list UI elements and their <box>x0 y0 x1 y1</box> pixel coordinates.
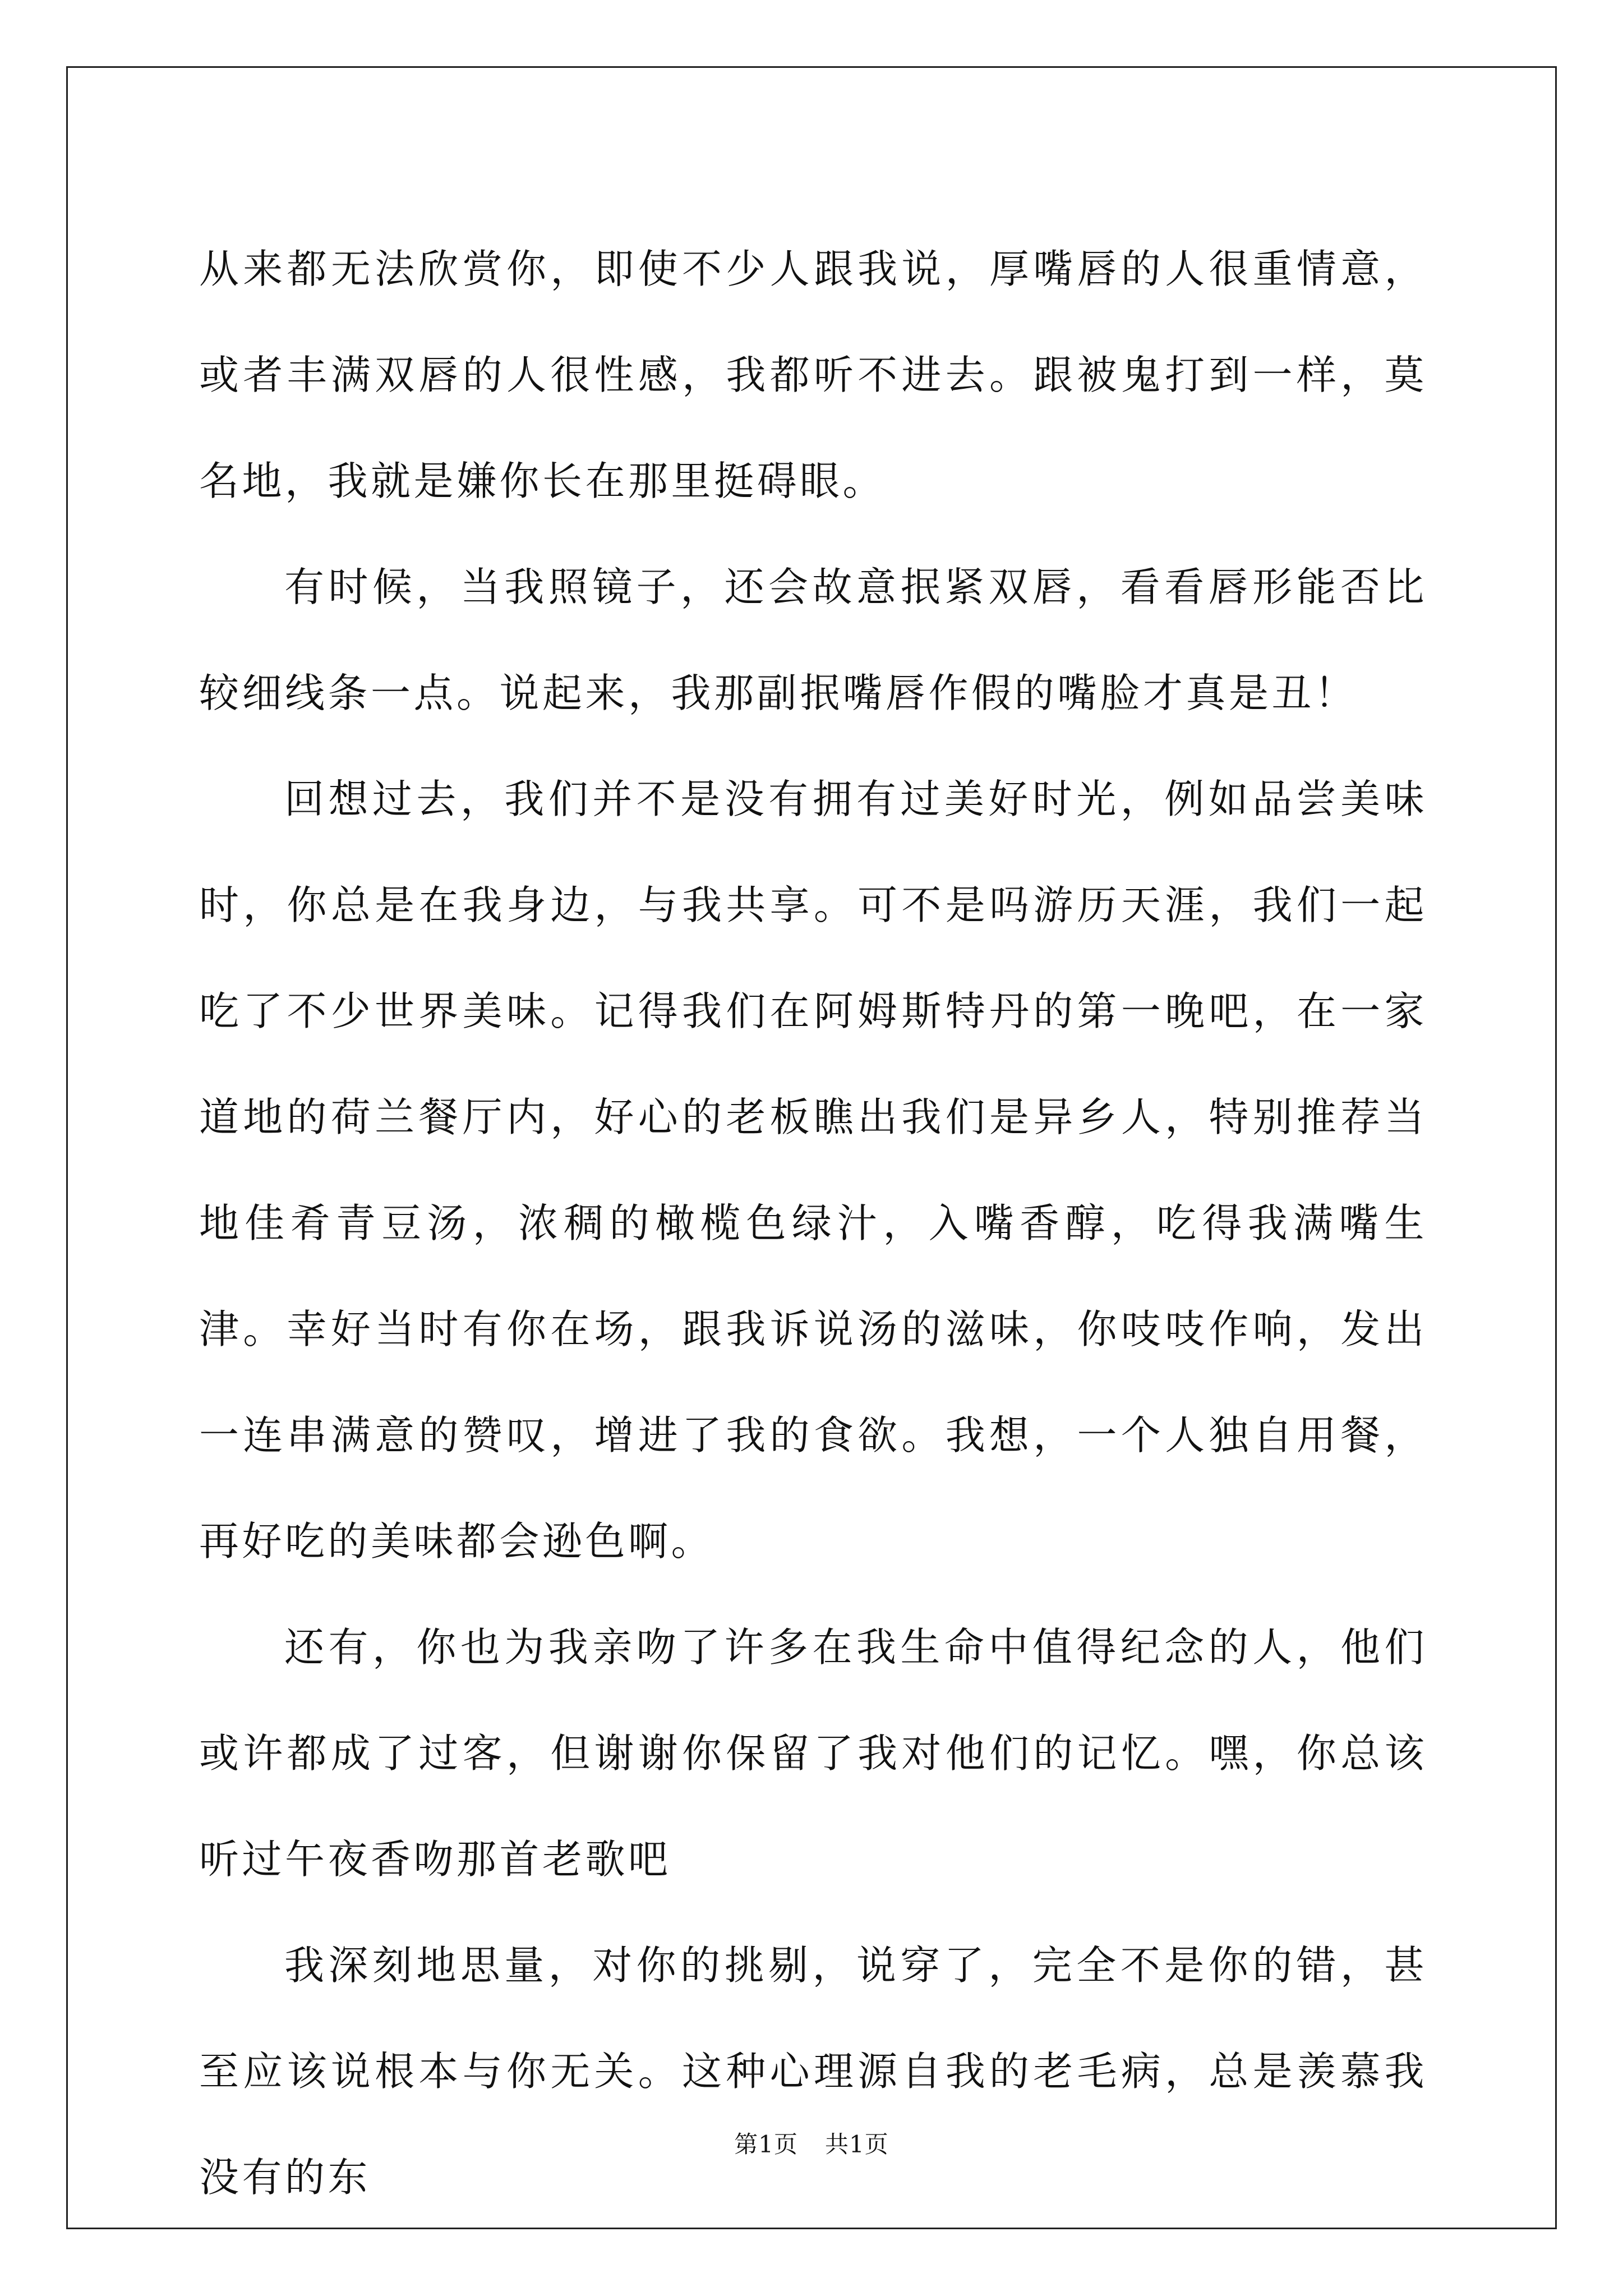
page-total: 共1页 <box>825 2131 889 2158</box>
paragraph-3: 回想过去，我们并不是没有拥有过美好时光，例如品尝美味时，你总是在我身边，与我共享。可不是吗游历天涯，我们一起吃了不少世界美味。记得我们在阿姆斯特丹的第一晚吧，在一家道地的荷兰餐厅内，好心的老板瞧出我们是异乡人，特别推荐当地佳肴青豆汤，浓稠的橄榄色绿汁，入嘴香醇，吃得我满嘴生津。幸好当时有你在场，跟我诉说汤的滋味，你吱吱作响，发出一连串满意的赞叹，增进了我的食欲。我想，一个人独自用餐，再好吃的美味都会逊色啊。 <box>199 776 1427 1565</box>
paragraph-2: 有时候，当我照镜子，还会故意抿紧双唇，看看唇形能否比较细线条一点。说起来，我那副抿嘴唇作假的嘴脸才真是丑！ <box>199 564 1427 716</box>
paragraph-1: 从来都无法欣赏你，即使不少人跟我说，厚嘴唇的人很重情意，或者丰满双唇的人很性感，我都听不进去。跟被鬼打到一样，莫名地，我就是嫌你长在那里挺碍眼。 <box>199 246 1427 504</box>
paragraph-4: 还有，你也为我亲吻了许多在我生命中值得纪念的人，他们或许都成了过客，但谢谢你保留了我对他们的记忆。嘿，你总该听过午夜香吻那首老歌吧 <box>199 1624 1427 1883</box>
page-number: 第1页 <box>734 2131 798 2158</box>
document-body <box>199 216 1427 2230</box>
paragraph-5: 我深刻地思量，对你的挑剔，说穿了，完全不是你的错，甚至应该说根本与你无关。这种心理源自我的老毛病，总是羡慕我没有的东 <box>199 1942 1427 2201</box>
page-footer <box>0 2131 1623 2159</box>
